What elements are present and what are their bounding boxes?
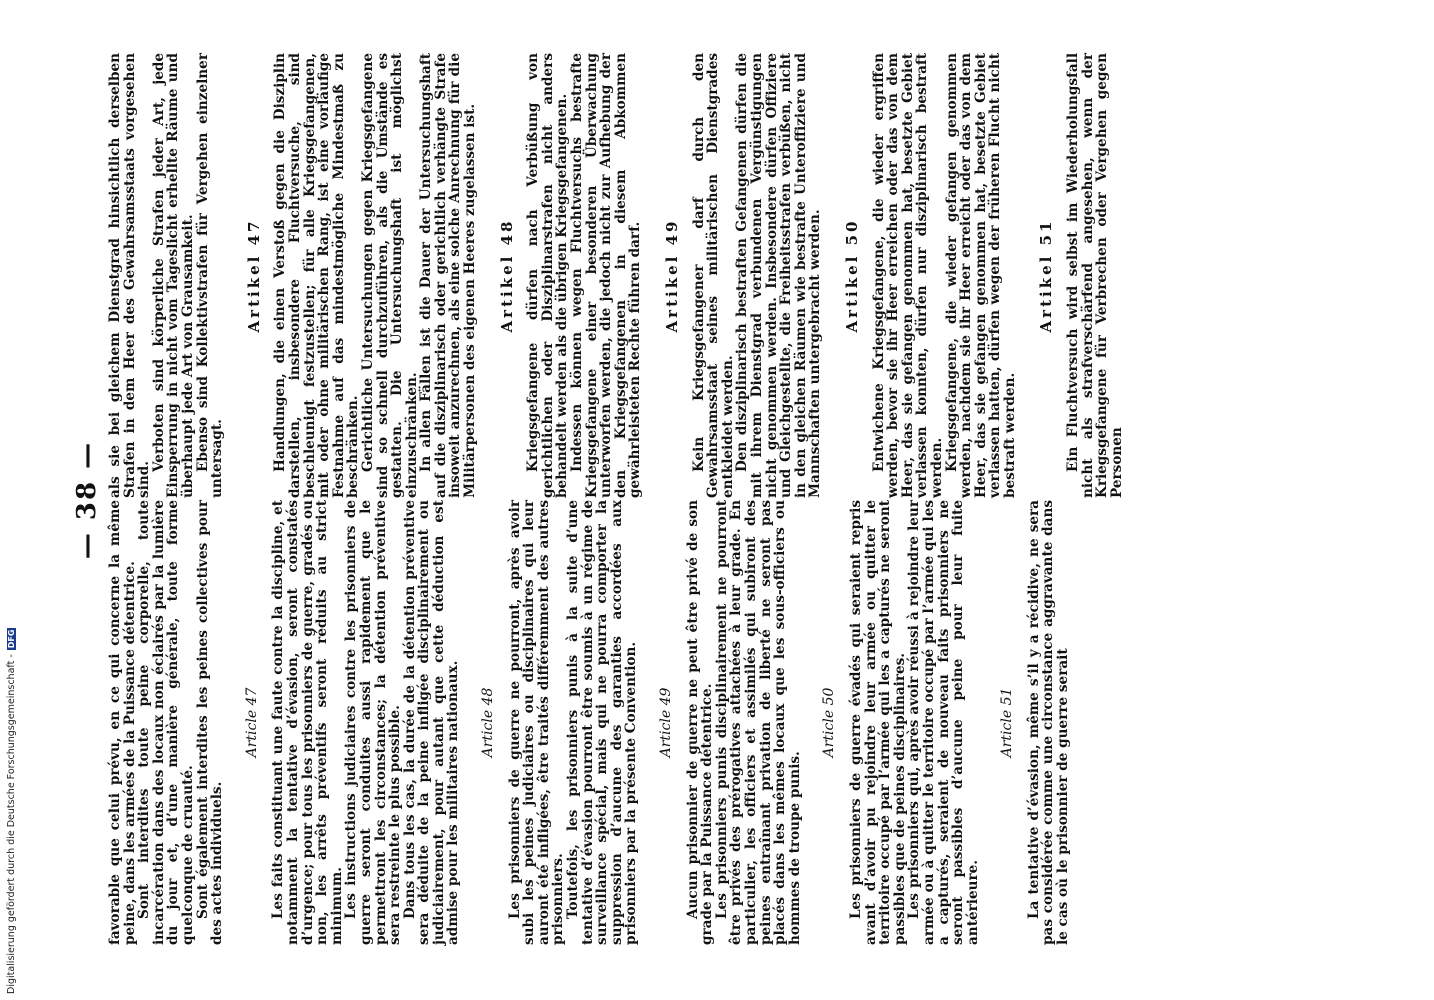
paragraph: Les prisonniers qui, après avoir réussi à rejoindre leur armée ou à quitter le territoire occupé par l’armée qui les a capturés, seraient de nouveau faits prisonniers ne seront passibles d’aucune peine pour leur fuite antérieure. [906, 500, 981, 945]
paragraph: Kein Kriegsgefangener darf durch den Gewahrsamsstaat seines militärischen Dienstgrades entkleidet werden. [690, 53, 736, 498]
german-column [108, 53, 1124, 498]
paragraph: als sie bei gleichem Dienstgrad hinsichtlich derselben Strafen in dem Heer des Gewahrsamsstaats vorgesehen sind. [107, 53, 153, 498]
article-heading: Article 47 [243, 687, 260, 758]
paragraph: Les prisonniers de guerre ne pourront, après avoir subi les peines judiciaires ou disciplinaires qui leur auront été infligées, être traités différemment des autres prisonniers. [506, 500, 567, 945]
article-heading: Article 51 [999, 687, 1016, 758]
article-heading: Article 50 [821, 687, 838, 758]
paragraph: Kriegsgefangene, die wieder gefangen genommen werden, nachdem sie ihr Heer erreicht oder das von dem Heer, das sie gefangen genommen hat, besetzte Gebiet verlassen hatten, dürfen wegen der früheren Flucht nicht bestraft werden. [943, 53, 1018, 498]
paragraph: Handlungen, die einen Verstoß gegen die Disziplin darstellen, insbesondere Fluchtversuche, sind beschleunigt festzustellen; für alle Kriegsgefangenen, mit oder ohne militärischen Rang, ist eine vorläufige Festnahme auf das mindestmögliche Mindestmaß zu beschränken. [272, 53, 362, 498]
paragraph: favorable que celui prévu, en ce qui concerne la même peine, dans les armées de la Puissance détentrice. [107, 500, 138, 945]
paragraph: Entwichene Kriegsgefangene, die wieder ergriffen werden, bevor sie ihr Heer erreichen oder das von dem Heer, das sie gefangen genommen hat, besetzte Gebiet verlassen konnten, dürfen nur disziplinarisch bestraft werden. [870, 53, 945, 498]
paragraph: Toutefois, les prisonniers punis à la suite d’une tentative d’évasion pourront être soumis à un régime de surveillance spécial, mais qui ne pourra comporter la suppression d’aucune des garanties accordées aux prisonniers par la présente Convention. [565, 500, 640, 945]
article-heading: Artikel 48 [497, 218, 516, 333]
paragraph: Gerichtliche Untersuchungen gegen Kriegsgefangene sind so schnell durchzuführen, als die Umstände es gestatten. Die Untersuchungshaft ist möglichst einzuschränken. [359, 53, 420, 498]
paragraph: Aucun prisonnier de guerre ne peut être privé de son grade par la Puissance détentrice. [684, 500, 716, 945]
page-number: — 38 — [72, 440, 102, 560]
article-heading: Article 48 [480, 687, 497, 758]
dfg-logo: DFG [7, 629, 16, 649]
article-heading: Artikel 51 [1037, 218, 1056, 333]
paragraph: Den disziplinarisch bestraften Gefangenen dürfen die mit ihrem Dienstgrad verbundenen Vergünstigungen nicht genommen werden. Insbesondere dürfen Offiziere und Gleichgestellte, die Freiheitsstrafen verbüßen, nicht in den gleichen Räumen wie bestrafte Unteroffiziere und Mannschaften untergebracht werden. [734, 53, 824, 498]
paragraph: Sont interdites toute peine corporelle, toute incarcération dans des locaux non éclairés par la lumière du jour et, d’une manière générale, toute forme quelconque de cruauté. [136, 500, 196, 945]
paragraph: Les faits constituant une faute contre la discipline, et notamment la tentative d’évasion, seront constatés d’urgence; pour tous les prisonniers de guerre, gradés ou non, les arrêts préventifs seront réduits au strict minimum. [270, 500, 345, 945]
paragraph: Dans tous les cas, la durée de la détention préventive sera déduite de la peine infligée disciplinairement ou judiciairement, pour autant que cette déduction est admise pour les militaires nationaux. [401, 500, 462, 945]
digitization-footer [6, 600, 20, 994]
paragraph: Sont également interdites les peines collectives pour des actes individuels. [194, 500, 226, 945]
footer-text: Digitalisierung gefördert durch die Deutsche Forschungsgemeinschaft - [6, 654, 17, 994]
paragraph: Les instructions judiciaires contre les prisonniers de guerre seront conduites aussi rapidement que le permettront les circonstances; la détention préventive sera restreinte le plus possible. [343, 500, 404, 945]
article-heading: Article 49 [658, 687, 674, 758]
paragraph: Kriegsgefangene dürfen nach Verbüßung von gerichtlichen oder Disziplinarstrafen nicht anders behandelt werden als die übrigen Kriegsgefangenen. [525, 53, 571, 498]
paragraph: Les prisonniers punis disciplinairement ne pourront être privés des prérogatives attachées à leur grade. En particulier, les officiers et assimilés qui subiront des peines entraînant privation de liberté ne seront pas placés dans les mêmes locaux que les sous-officiers ou hommes de troupe punis. [713, 500, 803, 945]
paragraph: Indessen können wegen Fluchtversuchs bestrafte Kriegsgefangene einer besonderen Überwachung unterworfen werden, die jedoch nicht zur Aufhebung der den Kriegsgefangenen in diesem Abkommen gewährleisteten Rechte führen darf. [569, 53, 644, 498]
paragraph: Les prisonniers de guerre évadés qui seraient repris avant d’avoir pu rejoindre leur armée ou quitter le territoire occupé par l’armée qui les a capturés ne seront passibles que de peines disciplinaires. [847, 500, 908, 945]
article-heading: Artikel 47 [244, 218, 263, 333]
paragraph: Verboten sind körperliche Strafen jeder Art, jede Einsperrung in nicht vom Tageslicht erhellte Räume und überhaupt jede Art von Grausamkeit. [150, 53, 196, 498]
paragraph: Ein Fluchtversuch wird selbst im Wiederholungsfall nicht als strafverschärfend angesehen, wenn der Kriegsgefangene für Verbrechen oder Vergehen gegen Personen [1065, 53, 1125, 498]
paragraph: La tentative d’évasion, même s’il y a récidive, ne sera pas considérée comme une circonstance aggravante dans le cas où le prisonnier de guerre serait [1025, 500, 1072, 945]
paragraph: In allen Fällen ist die Dauer der Untersuchungshaft auf die disziplinarisch oder gerichtlich verhängte Strafe insoweit anzurechnen, als eine solche Anrechnung für die Militärpersonen des eigenen Heeres zugelassen ist. [418, 53, 479, 498]
article-heading: Artikel 49 [663, 218, 681, 333]
article-heading: Artikel 50 [842, 218, 861, 333]
paragraph: Ebenso sind Kollektivstrafen für Vergehen einzelner untersagt. [194, 53, 226, 498]
french-column [108, 500, 1071, 945]
